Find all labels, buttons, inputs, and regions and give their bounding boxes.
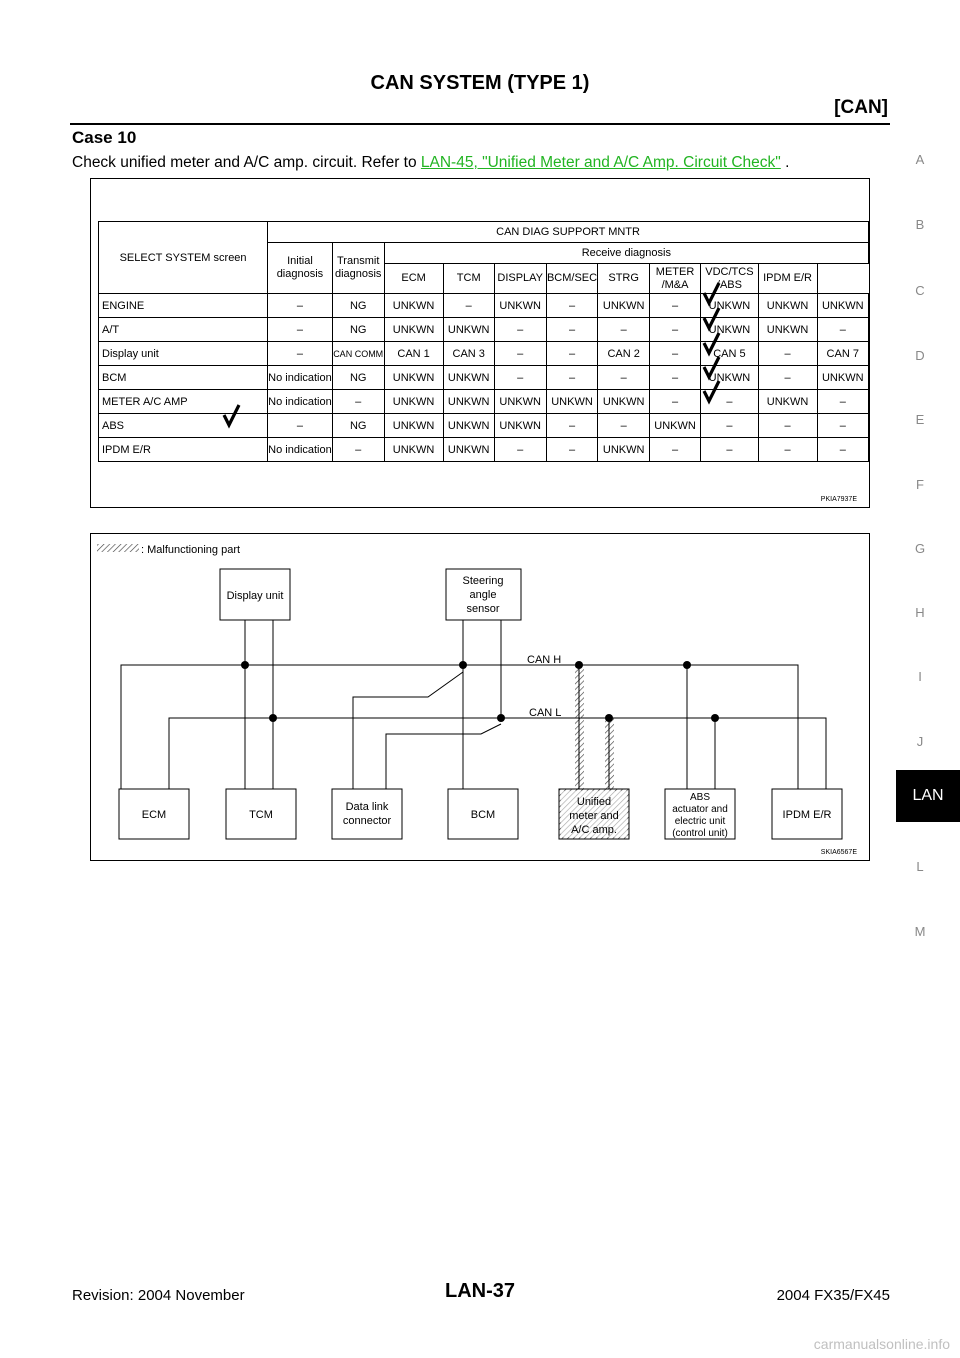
table-cell: – [494,342,546,366]
ipdm-er-box [772,789,842,839]
footer-page-number: LAN-37 [444,1280,515,1302]
svg-text:electric unit: electric unit [674,816,726,827]
table-cell: – [649,342,700,366]
table-cell: UNKWN [494,390,546,414]
row-system-name: IPDM E/R [99,438,268,462]
side-index-letter[interactable]: A [915,152,925,167]
table-cell: – [494,318,546,342]
wiring-diagram [91,534,868,859]
table-cell: – [758,414,817,438]
receive-col-header: VDC/TCS /ABS [701,264,758,294]
receive-col-header: DISPLAY [494,264,546,294]
svg-text:connector: connector [342,815,392,827]
table-cell: – [758,366,817,390]
table-cell: NG [332,414,384,438]
svg-text:meter and: meter and [569,810,619,822]
can-l-label: CAN L [529,707,562,719]
table-cell: – [546,414,598,438]
instruction-text: Check unified meter and A/C amp. circuit. Refer to LAN-45, "Unified Meter and A/C Amp. Circuit Check" . [72,154,790,171]
table-cell: UNKWN [443,390,494,414]
unified-meter-ac-amp-box [559,789,629,839]
table-cell: No indication [268,366,333,390]
table-cell: – [701,414,758,438]
table-cell: UNKWN [443,366,494,390]
bcm-box [448,789,518,839]
svg-text:TCM: TCM [249,809,273,821]
table-cell: – [758,438,817,462]
svg-text:ECM: ECM [141,809,167,821]
initial-diagnosis-header: Initial diagnosis [268,243,333,294]
table-cell: – [649,366,700,390]
side-index-letter[interactable]: J [916,734,924,749]
display-unit-box [220,569,290,620]
table-cell: UNKWN [598,438,649,462]
table-cell: – [494,438,546,462]
table-cell: – [649,438,700,462]
table-cell: – [649,390,700,414]
check-mark-icon [704,308,719,328]
table-cell: UNKWN [384,414,443,438]
table-cell: – [817,438,869,462]
side-index-letter[interactable]: F [916,477,924,492]
check-mark-layer [91,179,868,506]
table-cell: – [332,390,384,414]
steering-angle-sensor-box [446,569,521,620]
side-index-letter[interactable]: M [914,924,926,939]
table-cell: NG [332,318,384,342]
svg-text:Data link: Data link [345,801,389,813]
table-cell: UNKWN [494,414,546,438]
table-cell: – [268,294,333,318]
header-rule [70,123,890,125]
table-cell: – [443,294,494,318]
svg-text:Display unit: Display unit [226,590,284,602]
junction-dots [241,661,719,722]
side-index-letter[interactable]: C [915,283,925,298]
table-cell: CAN 1 [384,342,443,366]
table-cell: CAN 3 [443,342,494,366]
legend-hatch-swatch [97,544,139,552]
row-system-name: BCM [99,366,268,390]
side-index-letter[interactable]: E [915,412,925,427]
diag-support-figure [90,178,870,508]
table-cell: – [701,390,758,414]
table-cell: – [332,438,384,462]
table-cell: – [598,366,649,390]
footer-model: 2004 FX35/FX45 [776,1287,890,1304]
table-cell: – [817,390,869,414]
table-cell: – [546,438,598,462]
svg-text:IPDM E/R: IPDM E/R [782,809,832,821]
table-cell: UNKWN [384,438,443,462]
table-cell: UNKWN [758,294,817,318]
svg-text:(control unit): (control unit) [672,828,728,839]
row-system-name: ENGINE [99,294,268,318]
check-mark-icon [704,381,719,401]
side-index-current-tab[interactable]: LAN [896,770,960,822]
receive-col-header: STRG [598,264,649,294]
select-system-header: SELECT SYSTEM screen [99,222,268,294]
figure-id: SKIA6567E [820,849,857,856]
table-cell: UNKWN [384,366,443,390]
check-mark-icon [704,333,719,353]
table-cell: – [546,318,598,342]
can-h-label: CAN H [527,654,562,666]
transmit-diagnosis-header: Transmit diagnosis [332,243,384,294]
svg-text:ABS: ABS [689,792,711,803]
ecm-box [119,789,189,839]
table-cell: UNKWN [443,318,494,342]
table-cell: UNKWN [384,390,443,414]
svg-text:angle: angle [469,589,497,601]
table-cell: UNKWN [701,366,758,390]
table-cell: CAN 2 [598,342,649,366]
footer-revision: Revision: 2004 November [72,1287,245,1304]
table-cell: UNKWN [443,438,494,462]
table-cell: – [701,438,758,462]
side-index-letter[interactable]: I [918,669,922,684]
check-mark-icon [704,357,719,377]
table-cell: – [268,318,333,342]
table-cell: – [817,318,869,342]
receive-col-header: BCM/SEC [546,264,598,294]
svg-text:sensor: sensor [466,603,500,615]
table-cell: UNKWN [546,390,598,414]
svg-text:BCM: BCM [470,809,496,821]
side-index-letter[interactable]: G [914,541,926,556]
table-cell: NG [332,294,384,318]
svg-text:A/C amp.: A/C amp. [571,824,617,836]
side-index-letter[interactable]: B [915,217,925,232]
svg-text:actuator and: actuator and [672,804,728,815]
table-cell: – [494,366,546,390]
table-cell: UNKWN [443,414,494,438]
table-cell: – [546,366,598,390]
receive-col-header: METER /M&A [649,264,700,294]
table-cell: UNKWN [817,294,869,318]
row-system-name: A/T [99,318,268,342]
table-cell: CAN 5 [701,342,758,366]
table-cell: – [268,414,333,438]
table-cell: UNKWN [494,294,546,318]
watermark: carmanualsonline.info [813,1336,950,1352]
receive-col-header: TCM [443,264,494,294]
table-cell: – [268,342,333,366]
table-cell: – [758,342,817,366]
svg-text:Unified: Unified [576,796,612,808]
row-system-name: ABS [99,414,268,438]
tcm-box [226,789,296,839]
table-cell: UNKWN [758,318,817,342]
table-cell: No indication [268,390,333,414]
table-cell: – [546,342,598,366]
svg-text:Steering: Steering [462,575,504,587]
check-mark-icon [704,283,719,303]
side-index-letter[interactable]: L [916,859,924,874]
legend-text: : Malfunctioning part [141,544,241,556]
case-heading: Case 10 [72,128,137,147]
table-cell: NG [332,366,384,390]
data-link-connector-box [332,789,402,839]
table-cell: – [546,294,598,318]
receive-col-header: ECM [384,264,443,294]
table-cell: – [598,414,649,438]
table-cell: – [649,318,700,342]
receive-diagnosis-header: Receive diagnosis [384,243,868,264]
table-cell: CAN 7 [817,342,869,366]
table-cell: UNKWN [701,294,758,318]
page-title: CAN SYSTEM (TYPE 1) [370,72,590,94]
table-cell: UNKWN [598,390,649,414]
table-cell: UNKWN [701,318,758,342]
table-cell: – [649,294,700,318]
table-cell: No indication [268,438,333,462]
table-cell: UNKWN [384,294,443,318]
table-cell: – [817,414,869,438]
table-cell: CAN COMM [332,342,384,366]
side-index-letter[interactable]: D [915,348,925,363]
side-index-letter[interactable]: H [915,605,925,620]
wiring-diagram-figure [90,533,870,861]
table-cell: UNKWN [649,414,700,438]
table-cell: UNKWN [817,366,869,390]
can-l-bus [169,718,826,789]
support-monitor-header: CAN DIAG SUPPORT MNTR [268,222,869,243]
table-cell: – [598,318,649,342]
table-cell: UNKWN [384,318,443,342]
receive-col-header: IPDM E/R [758,264,817,294]
table-cell: UNKWN [758,390,817,414]
abs-actuator-box [665,789,735,839]
section-label: [CAN] [834,97,888,118]
table-cell: UNKWN [598,294,649,318]
check-mark-icon [224,405,239,425]
reference-link[interactable]: LAN-45, "Unified Meter and A/C Amp. Circuit Check" [420,154,781,171]
row-system-name: METER A/C AMP [99,390,268,414]
row-system-name: Display unit [99,342,268,366]
figure-id: PKIA7937E [820,496,857,503]
can-h-bus [121,665,798,789]
